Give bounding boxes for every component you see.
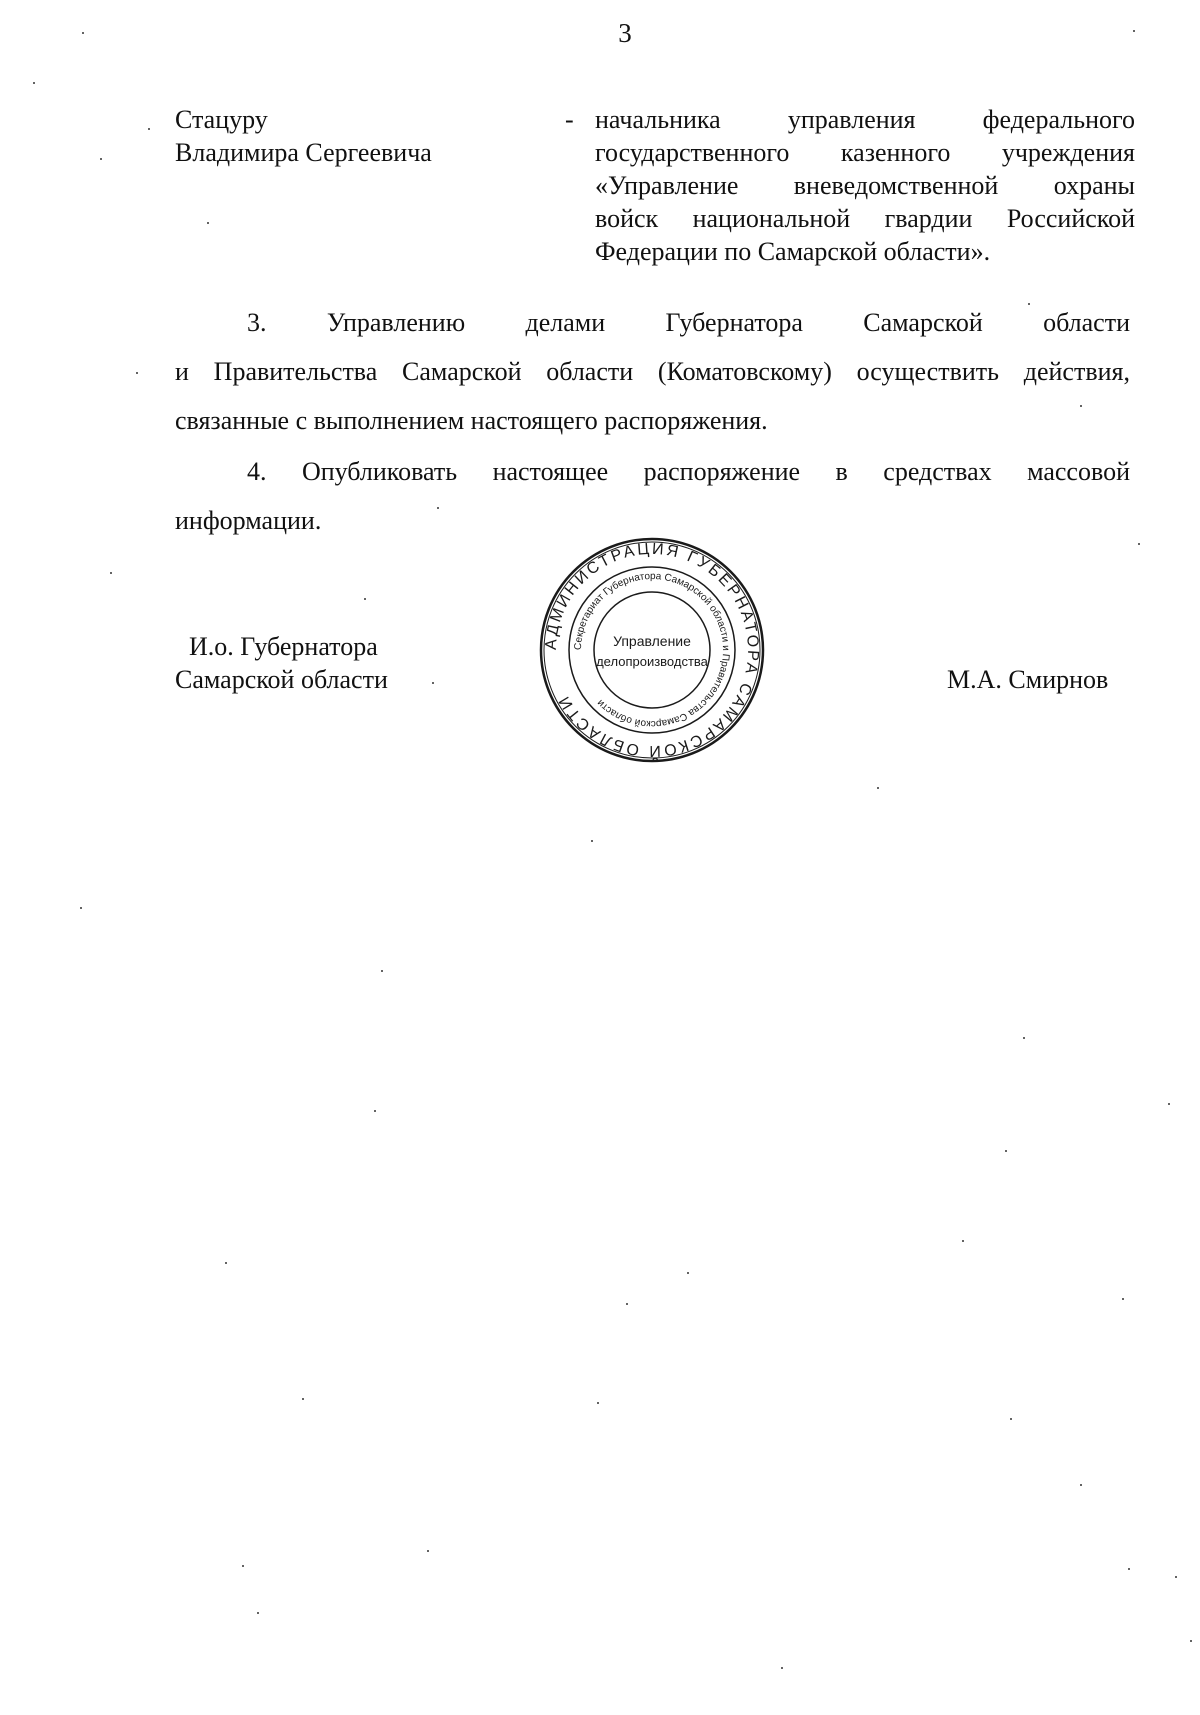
- scan-speck: [148, 128, 150, 130]
- scan-speck: [1010, 1418, 1012, 1420]
- scan-speck: [591, 840, 593, 842]
- scan-speck: [1023, 1037, 1025, 1039]
- scan-speck: [110, 572, 112, 574]
- scan-speck: [432, 682, 434, 684]
- scan-speck: [962, 1240, 964, 1242]
- appointee-name: [175, 103, 555, 169]
- seal-outer-text-path: АДМИНИСТРАЦИЯ ГУБЕРНАТОРА САМАРСКОЙ ОБЛАСТИ: [542, 540, 762, 760]
- signer-name: М.А. Смирнов: [947, 665, 1109, 694]
- appointee-surname: Стацуру: [175, 105, 268, 134]
- position-line: Федерации по Самарской области».: [595, 237, 991, 266]
- position-line: «Управление вневедомственной охраны: [595, 171, 1135, 200]
- scan-speck: [1122, 1298, 1124, 1300]
- scan-speck: [82, 32, 84, 34]
- scan-speck: [257, 1612, 259, 1614]
- scan-speck: [877, 787, 879, 789]
- scan-speck: [1128, 1568, 1130, 1570]
- scan-speck: [381, 970, 383, 972]
- paragraph-3: [175, 298, 1130, 445]
- position-line: войск национальной гвардии Российской: [595, 204, 1135, 233]
- signatory-title-line: Самарской области: [175, 665, 388, 694]
- scan-speck: [33, 82, 35, 84]
- scan-speck: [437, 507, 439, 509]
- seal-center-line2: делопроизводства: [596, 654, 708, 669]
- scan-speck: [302, 1398, 304, 1400]
- seal-inner-ring: [594, 592, 710, 708]
- scan-speck: [374, 1110, 376, 1112]
- scan-speck: [80, 907, 82, 909]
- scan-speck: [1005, 1150, 1007, 1152]
- scan-speck: [597, 1402, 599, 1404]
- scan-speck: [242, 1565, 244, 1567]
- scan-speck: [687, 1272, 689, 1274]
- paragraph-line: связанные с выполнением настоящего распоряжения.: [175, 406, 768, 435]
- paragraph-4: [175, 447, 1130, 545]
- scan-speck: [364, 598, 366, 600]
- scan-speck: [626, 1303, 628, 1305]
- scan-speck: [225, 1262, 227, 1264]
- scan-speck: [1028, 303, 1030, 305]
- scan-speck: [1138, 543, 1140, 545]
- scan-speck: [1133, 30, 1135, 32]
- seal-inner-text: [573, 571, 731, 729]
- seal-inner-text-path: Секретариат Губернатора Самарской области и Правительства Самарской области: [572, 570, 732, 730]
- scan-speck: [1080, 1484, 1082, 1486]
- page-number: 3: [618, 18, 632, 48]
- appointee-position: [595, 103, 1135, 268]
- scan-speck: [100, 158, 102, 160]
- scan-speck: [1168, 1103, 1170, 1105]
- paragraph-line: и Правительства Самарской области (Коматовскому) осуществить действия,: [175, 357, 1130, 386]
- appointee-dash: -: [565, 105, 574, 134]
- signatory-title: [175, 630, 388, 696]
- official-seal: [538, 536, 766, 764]
- scan-speck: [781, 1667, 783, 1669]
- scan-speck: [1175, 1576, 1177, 1578]
- position-line: начальника управления федерального: [595, 105, 1135, 134]
- position-line: государственного казенного учреждения: [595, 138, 1135, 167]
- paragraph-line: 3. Управлению делами Губернатора Самарской области: [247, 308, 1130, 337]
- appointee-given-names: Владимира Сергеевича: [175, 138, 432, 167]
- scan-speck: [427, 1550, 429, 1552]
- scan-speck: [1080, 405, 1082, 407]
- scan-speck: [1190, 1640, 1192, 1642]
- scan-speck: [136, 372, 138, 374]
- seal-center-line1: Управление: [613, 633, 691, 649]
- paragraph-line: информации.: [175, 506, 322, 535]
- signatory-title-line: И.о. Губернатора: [189, 632, 378, 661]
- paragraph-line: 4. Опубликовать настоящее распоряжение в средствах массовой: [247, 457, 1130, 486]
- scan-speck: [207, 222, 209, 224]
